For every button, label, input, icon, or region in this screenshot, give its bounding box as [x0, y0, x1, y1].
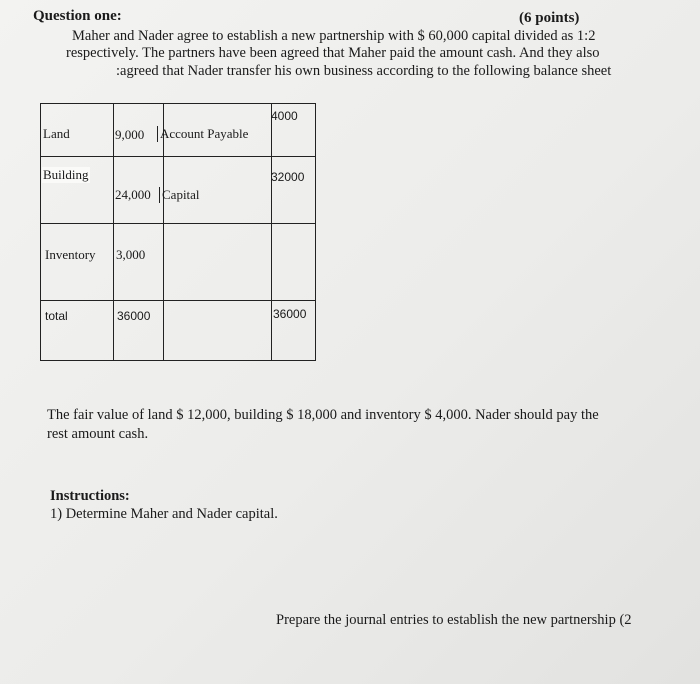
instruction-item-2: Prepare the journal entries to establish the new partnership (2 [276, 612, 632, 628]
building-label: Building [43, 167, 89, 182]
inventory-label: Inventory [45, 247, 96, 262]
instructions-heading: Instructions: [50, 488, 130, 504]
question-points: (6 points) [519, 10, 580, 26]
land-value: 9,000 [115, 127, 145, 142]
fair-value-line-1: The fair value of land $ 12,000, building $ 18,000 and inventory $ 4,000. Nader should pay the [47, 407, 599, 423]
grid-line [41, 223, 315, 224]
balance-sheet-table [40, 103, 316, 361]
grid-line [41, 156, 315, 157]
intro-line-2: respectively. The partners have been agreed that Maher paid the amount cash. And they also [66, 45, 600, 61]
total-liabilities: 36000 [273, 307, 307, 321]
total-label: total [45, 309, 68, 323]
instruction-item-1: 1) Determine Maher and Nader capital. [50, 506, 278, 522]
fair-value-line-2: rest amount cash. [47, 426, 149, 442]
total-assets: 36000 [117, 309, 151, 323]
capital-value: 32000 [271, 170, 305, 184]
intro-line-3: :agreed that Nader transfer his own business according to the following balance sheet [116, 63, 612, 79]
building-value: 24,000 [115, 187, 151, 202]
grid-line [113, 104, 114, 360]
land-label: Land [43, 126, 70, 141]
inventory-value: 3,000 [116, 247, 146, 262]
grid-line [271, 104, 272, 360]
account-payable-label: Account Payable [157, 126, 250, 142]
grid-line [41, 300, 315, 301]
question-title: Question one: [33, 8, 122, 24]
grid-line [163, 104, 164, 360]
account-payable-value: 4000 [271, 109, 298, 123]
capital-label: Capital [159, 187, 200, 203]
intro-line-1: Maher and Nader agree to establish a new partnership with $ 60,000 capital divided as 1:2 [72, 28, 596, 44]
